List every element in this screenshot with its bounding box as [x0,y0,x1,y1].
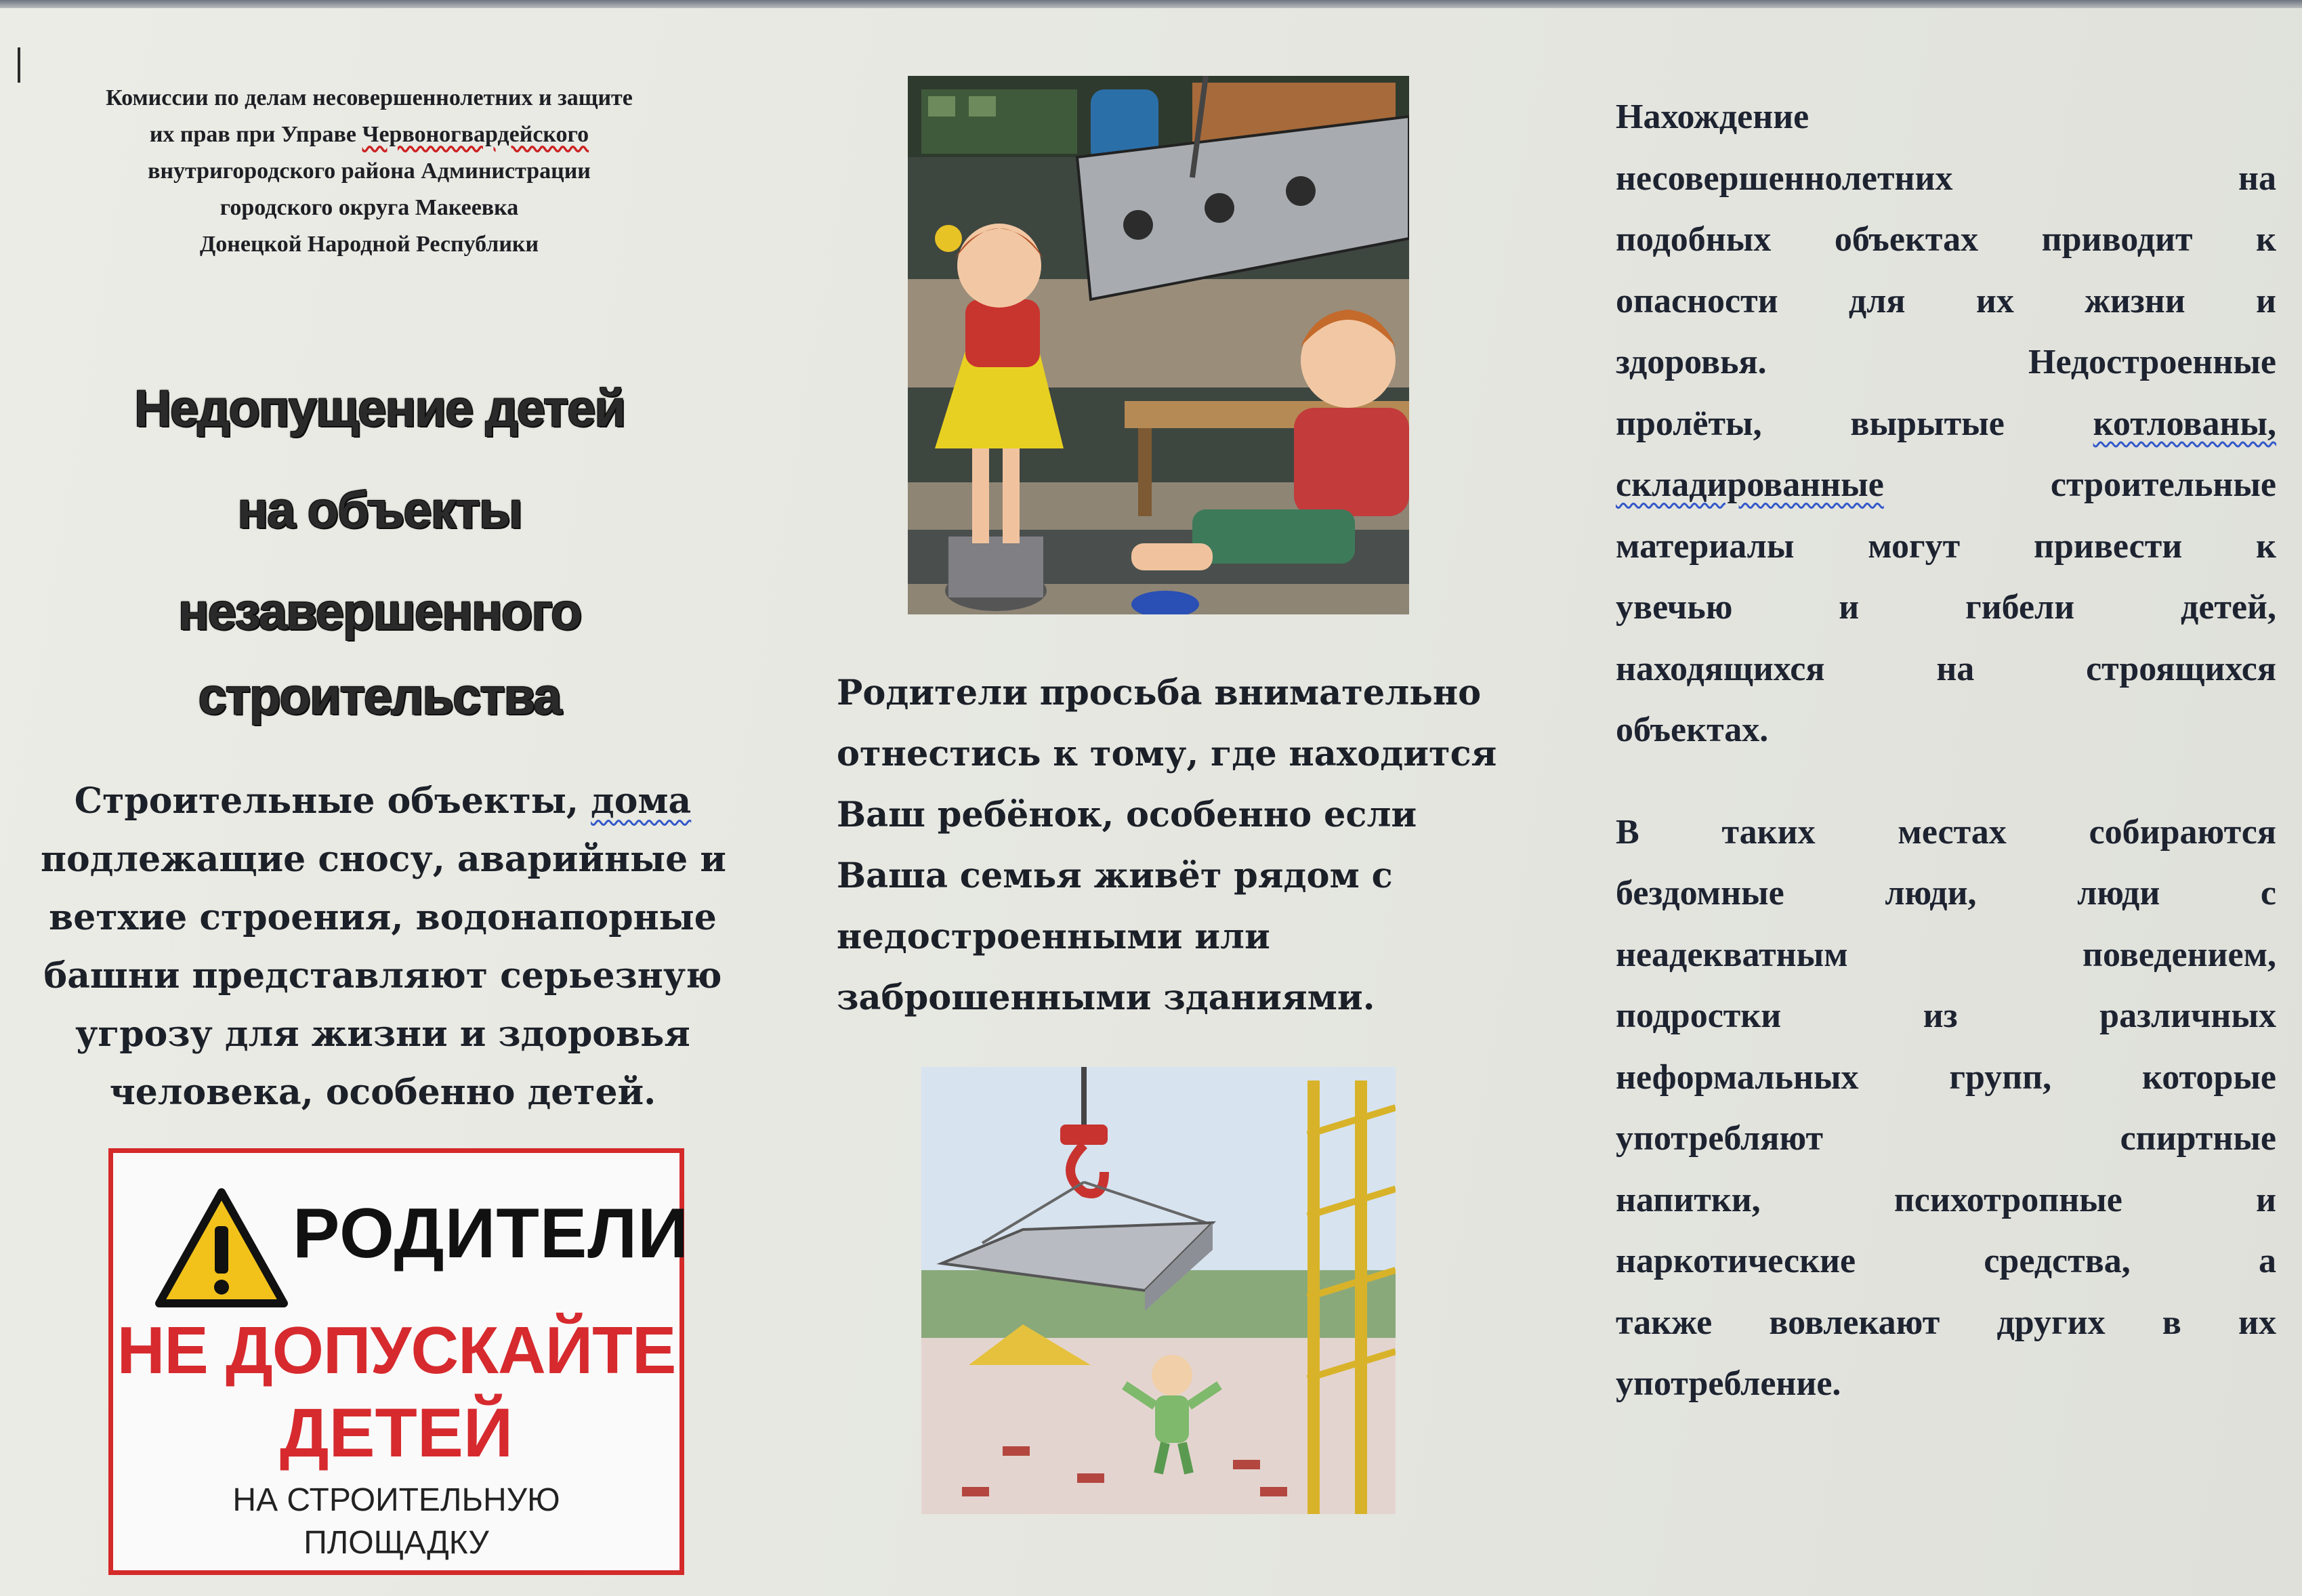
plea-line: недостроенными или [837,917,1270,957]
right-column-text [1616,87,2276,1415]
screen-top-edge [0,0,2302,8]
intro-line: человека, особенно детей. [109,1072,656,1113]
right-line: складированные строительные [1616,465,2276,504]
intro-paragraph [41,772,725,1122]
intro-line: башни представляют серьезную [43,955,722,996]
right-line: Нахождение [1616,98,1809,136]
intro-line: угрозу для жизни и здоровья [75,1013,690,1055]
right-line: пролёты, вырытые котлованы, [1616,404,2276,443]
intro-line: подлежащие сносу, аварийные и [41,839,726,880]
plea-line: Родители просьба внимательно [837,673,1482,713]
sign-line-5: ПЛОЩАДКУ [304,1525,489,1561]
grammar-flagged-word: котлованы, [2093,404,2276,443]
org-line: Комиссии по делам несовершеннолетних и защите [106,85,633,110]
children-at-construction-illustration [908,76,1409,614]
right-line: также вовлекают других в их [1616,1303,2276,1342]
org-line: городского округа Макеевка [219,195,519,220]
right-line: увечью и гибели детей, [1616,588,2276,627]
title-line: Недопущение детей [133,380,625,438]
sign-line-2: НЕ ДОПУСКАЙТЕ [117,1313,676,1387]
right-line: неадекватным поведением, [1616,935,2276,974]
right-line: наркотические средства, а [1616,1242,2276,1280]
right-line: опасности для их жизни и [1616,281,2276,320]
right-line: подростки из различных [1616,996,2276,1035]
paragraph-gap [1616,761,2276,802]
right-line: несовершеннолетних на [1616,159,2276,198]
crane-slab-illustration [921,1067,1396,1514]
right-line: здоровья. Недостроенные [1616,343,2276,381]
sign-line-3: ДЕТЕЙ [279,1394,514,1471]
right-line: бездомные люди, люди с [1616,874,2276,912]
plea-line: отнестись к тому, где находится [837,734,1497,774]
plea-line: заброшенными зданиями. [837,978,1375,1018]
plea-line: Ваша семья живёт рядом с [837,856,1393,896]
right-line: употребление. [1616,1364,1841,1403]
grammar-flagged-word: дома [591,780,692,822]
intro-line: ветхие строения, водонапорные [49,897,717,938]
right-paragraph-2 [1616,802,2276,1415]
warning-triangle-icon [154,1187,289,1309]
title-line: незавершенного [177,583,581,641]
org-line [27,117,711,153]
title-line: на объекты [237,482,522,539]
right-line: неформальных групп, которые [1616,1057,2276,1097]
grammar-flagged-word: складированные [1616,465,1884,504]
org-line-part: их прав при Управе Червоногвардейского [149,122,589,147]
org-line: внутригородского района Администрации [148,159,591,184]
organization-header [27,80,711,263]
right-line: В таких местах собираются [1616,812,2276,852]
org-line: Донецкой Народной Республики [199,232,539,257]
sign-line-1: РОДИТЕЛИ [293,1194,689,1273]
right-line: напитки, психотропные и [1616,1180,2276,1219]
spellcheck-word: Червоногвардейского [362,122,589,147]
right-paragraph-1 [1616,87,2276,761]
sign-line-4: НА СТРОИТЕЛЬНУЮ [232,1482,560,1518]
right-line: подобных объектах приводит к [1616,220,2276,259]
warning-sign [108,1148,689,1575]
plea-paragraph [837,663,1514,1028]
text-cursor [18,47,20,83]
right-line: материалы могут привести к [1616,526,2276,566]
right-line: находящихся на строящихся [1616,649,2276,688]
title-line: строительства [198,668,561,726]
plea-line: Ваш ребёнок, особенно если [837,795,1417,835]
intro-line: Строительные объекты, дома [74,780,692,822]
right-line: употребляют спиртные [1616,1119,2276,1158]
right-line: объектах. [1616,711,1769,749]
